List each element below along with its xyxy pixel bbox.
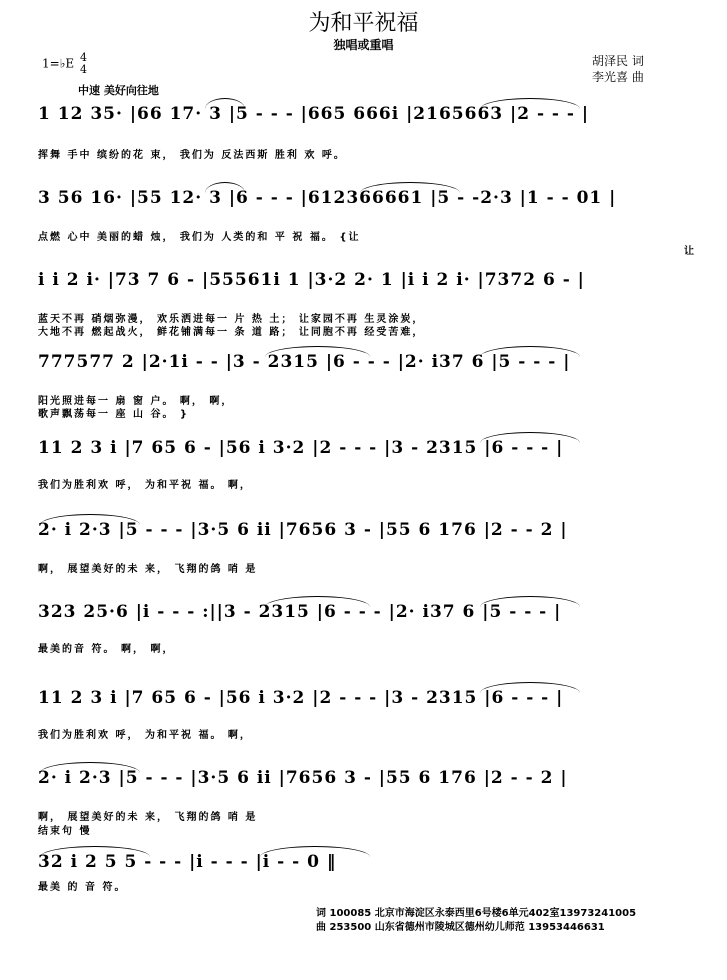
composer-credit: 李光喜 曲 xyxy=(592,70,644,84)
slur-mark xyxy=(205,182,245,193)
notation-line: 777577 2 |2·1i - - |3 - 2315 |6 - - - |2· i37 6 |5 - - - | xyxy=(38,352,571,372)
lyric-line: 啊， 展望美好的未 来， 飞翔的鸽 哨 是 xyxy=(38,812,258,823)
lyric-line-verse-2: 歌声飘荡每一 座 山 谷。 } xyxy=(38,409,190,420)
song-title: 为和平祝福 xyxy=(308,11,419,36)
notation-line: 2· i 2·3 |5 - - - |3·5 6 ii |7656 3 - |55 6 176 |2 - - 2 | xyxy=(38,768,568,788)
lyric-line: 我们为胜利欢 呼， 为和平祝 福。 啊， xyxy=(38,730,252,741)
lyric-line: 最美 的 音 符。 xyxy=(38,882,127,893)
tempo-marking: 中速 美好向往地 xyxy=(78,84,159,97)
time-top: 4 xyxy=(79,51,87,64)
lyric-line: 啊， 展望美好的未 来， 飞翔的鸽 哨 是 xyxy=(38,564,258,575)
composer-address: 曲 253500 山东省德州市陵城区德州幼儿师范 13953446631 xyxy=(316,922,605,933)
slur-mark xyxy=(265,596,370,607)
notation-line: 2· i 2·3 |5 - - - |3·5 6 ii |7656 3 - |55 6 176 |2 - - 2 | xyxy=(38,520,568,540)
notation-line: 11 2 3 i |7 65 6 - |56 i 3·2 |2 - - - |3 - 2315 |6 - - - | xyxy=(38,438,564,458)
time-signature xyxy=(80,52,87,76)
ending-marking: 结束句 慢 xyxy=(38,826,92,837)
slur-mark xyxy=(360,182,460,193)
slur-mark xyxy=(480,596,580,607)
notation-line: 323 25·6 |i - - - :||3 - 2315 |6 - - - |2· i37 6 |5 - - - | xyxy=(38,602,562,622)
notation-line: 1 12 35· |66 17· 3 |5 - - - |665 666i |2165663 |2 - - - | xyxy=(38,104,590,124)
slur-mark xyxy=(480,98,580,109)
notation-line: 32 i 2 5 5 - - - |i - - - |i - - 0 ‖ xyxy=(38,852,337,872)
slur-mark xyxy=(40,762,140,773)
notation-line: 3 56 16· |55 12· 3 |6 - - - |612366661 |5 - -2·3 |1 - - 01 | xyxy=(38,188,617,208)
slur-mark xyxy=(40,514,140,525)
time-bottom: 4 xyxy=(79,63,87,76)
lyric-line-verse-2: 大地不再 燃起战火， 鲜花铺满每一 条 道 路； 让同胞不再 经受苦难， xyxy=(38,327,425,338)
slur-mark xyxy=(260,846,370,857)
slur-mark xyxy=(480,682,580,693)
side-note: 让 xyxy=(684,246,696,257)
notation-line: 11 2 3 i |7 65 6 - |56 i 3·2 |2 - - - |3 - 2315 |6 - - - | xyxy=(38,688,564,708)
key-label: 1=♭E xyxy=(42,56,75,71)
lyricist-address: 词 100085 北京市海淀区永泰西里6号楼6单元402室13973241005 xyxy=(316,908,637,919)
lyricist-credit: 胡泽民 词 xyxy=(592,54,644,68)
slur-mark xyxy=(480,432,580,443)
lyric-line: 我们为胜利欢 呼， 为和平祝 福。 啊， xyxy=(38,480,252,491)
slur-mark xyxy=(40,846,150,857)
slur-mark xyxy=(205,98,245,109)
key-signature xyxy=(42,52,87,76)
notation-line: i i 2 i· |73 7 6 - |55561i 1 |3·2 2· 1 |i i 2 i· |7372 6 - | xyxy=(38,270,585,290)
lyric-line: 挥舞 手中 缤纷的花 束， 我们为 反法西斯 胜利 欢 呼。 xyxy=(38,150,346,161)
song-subtitle: 独唱或重唱 xyxy=(333,38,394,52)
lyric-line: 最美的音 符。 啊， 啊， xyxy=(38,644,175,655)
lyric-line-verse-1: 蓝天不再 硝烟弥漫， 欢乐洒进每一 片 热 土； 让家园不再 生灵涂炭， xyxy=(38,314,425,325)
slur-mark xyxy=(480,346,580,357)
slur-mark xyxy=(265,346,370,357)
lyric-line-verse-1: 阳光照进每一 扇 窗 户。 啊， 啊， xyxy=(38,396,234,407)
lyric-line: 点燃 心中 美丽的蜡 烛， 我们为 人类的和 平 祝 福。 {让 xyxy=(38,232,361,243)
